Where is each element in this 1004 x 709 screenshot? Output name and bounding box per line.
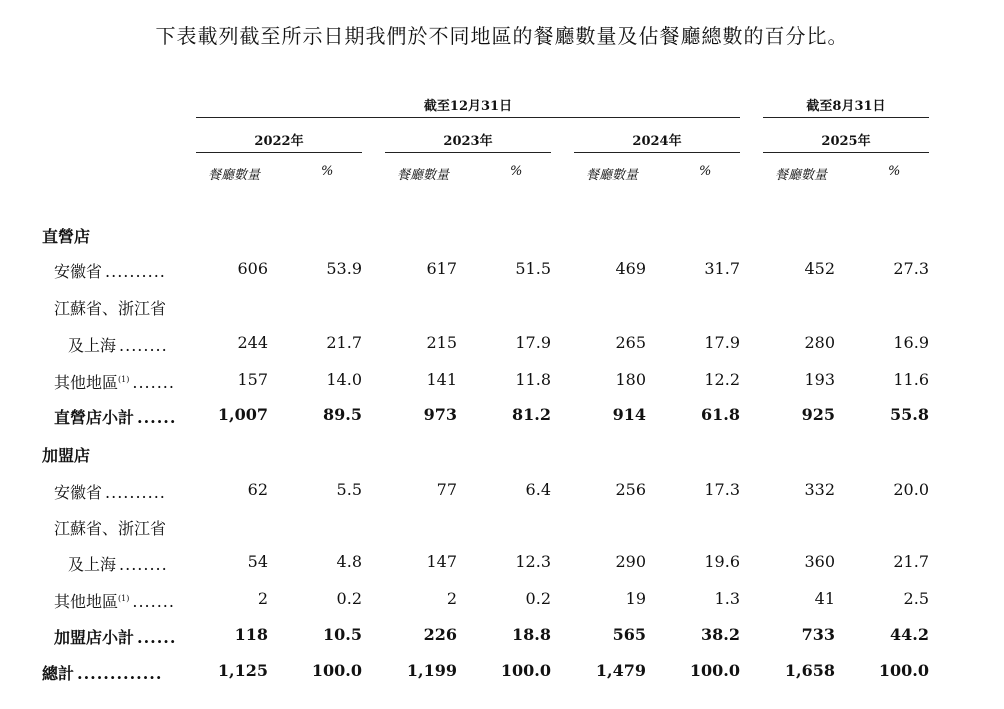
row-label — [68, 333, 168, 356]
group-rule-aug31 — [763, 117, 929, 118]
cell-percent: 31.7 — [704, 259, 740, 278]
subheader-count-2022: 餐廳數量 — [208, 168, 261, 183]
subheader-pct-2022: % — [321, 164, 334, 179]
cell-percent: 38.2 — [701, 625, 740, 644]
cell-percent: 10.5 — [323, 625, 362, 644]
subheader-pct-2023: % — [510, 164, 523, 179]
row-label-text: 其他地區 — [54, 373, 119, 392]
cell-count: 914 — [612, 405, 646, 424]
cell-count: 2 — [257, 589, 268, 608]
cell-count: 1,125 — [217, 661, 268, 680]
cell-percent: 2.5 — [903, 589, 929, 608]
cell-percent: 51.5 — [515, 259, 551, 278]
subheader-count-2024: 餐廳數量 — [586, 168, 639, 183]
cell-percent: 19.6 — [704, 552, 740, 571]
cell-percent: 100.0 — [878, 661, 929, 680]
cell-percent: 0.2 — [336, 589, 362, 608]
cell-count: 452 — [804, 259, 835, 278]
cell-count: 2 — [446, 589, 457, 608]
row-label-text: 加盟店小計 — [54, 628, 135, 647]
cell-count: 180 — [615, 370, 646, 389]
dot-leader: ...... — [137, 408, 177, 427]
dot-leader: ............. — [77, 664, 163, 683]
cell-count: 77 — [436, 480, 457, 499]
cell-count: 1,479 — [595, 661, 646, 680]
row-label — [54, 370, 175, 393]
cell-count: 617 — [426, 259, 457, 278]
cell-count: 925 — [801, 405, 835, 424]
cell-percent: 12.3 — [515, 552, 551, 571]
cell-percent: 1.3 — [714, 589, 740, 608]
cell-percent: 53.9 — [326, 259, 362, 278]
dot-leader: ...... — [137, 628, 177, 647]
cell-percent: 89.5 — [323, 405, 362, 424]
section-title-franchise: 加盟店 — [42, 446, 91, 465]
row-label-text: 江蘇省、浙江省 — [54, 299, 167, 318]
cell-count: 265 — [615, 333, 646, 352]
row-label-text: 直營店小計 — [54, 408, 135, 427]
subheader-pct-2024: % — [699, 164, 712, 179]
footnote-marker: (1) — [118, 594, 130, 603]
cell-count: 256 — [615, 480, 646, 499]
cell-count: 332 — [804, 480, 835, 499]
subheader-count-2023: 餐廳數量 — [397, 168, 450, 183]
year-rule-2022 — [196, 152, 362, 153]
year-rule-2025 — [763, 152, 929, 153]
row-label-text: 安徽省 — [54, 483, 103, 502]
cell-percent: 61.8 — [701, 405, 740, 424]
cell-count: 280 — [804, 333, 835, 352]
cell-count: 215 — [426, 333, 457, 352]
cell-percent: 5.5 — [336, 480, 362, 499]
cell-count: 141 — [426, 370, 457, 389]
row-label — [54, 296, 166, 319]
cell-percent: 100.0 — [689, 661, 740, 680]
cell-count: 290 — [615, 552, 646, 571]
cell-percent: 21.7 — [326, 333, 362, 352]
cell-count: 606 — [237, 259, 268, 278]
row-label-text: 及上海 — [68, 336, 117, 355]
cell-percent: 4.8 — [336, 552, 362, 571]
dot-leader: .......... — [105, 262, 166, 281]
group-header-aug31: 截至8月31日 — [806, 99, 886, 114]
cell-count: 54 — [247, 552, 268, 571]
cell-percent: 14.0 — [326, 370, 362, 389]
dot-leader: .......... — [105, 483, 166, 502]
year-header-2024: 2024年 — [632, 134, 682, 149]
row-label-text: 江蘇省、浙江省 — [54, 519, 167, 538]
cell-percent: 17.9 — [515, 333, 551, 352]
cell-percent: 0.2 — [525, 589, 551, 608]
row-label-text: 總計 — [42, 664, 75, 683]
row-label — [68, 552, 168, 575]
intro-text: 下表載列截至所示日期我們於不同地區的餐廳數量及佔餐廳總數的百分比。 — [155, 24, 849, 48]
cell-percent: 100.0 — [500, 661, 551, 680]
cell-percent: 18.8 — [512, 625, 551, 644]
cell-percent: 11.6 — [893, 370, 929, 389]
cell-percent: 44.2 — [890, 625, 929, 644]
row-label — [42, 661, 162, 684]
cell-percent: 11.8 — [515, 370, 551, 389]
row-label — [54, 405, 176, 428]
dot-leader: ....... — [132, 592, 175, 611]
year-header-2023: 2023年 — [443, 134, 493, 149]
row-label — [54, 516, 166, 539]
cell-count: 360 — [804, 552, 835, 571]
row-label — [54, 625, 176, 648]
cell-percent: 17.9 — [704, 333, 740, 352]
row-label — [54, 259, 166, 282]
cell-count: 147 — [426, 552, 457, 571]
section-title-direct: 直營店 — [42, 227, 91, 246]
cell-count: 973 — [423, 405, 457, 424]
cell-percent: 12.2 — [704, 370, 740, 389]
year-header-2025: 2025年 — [821, 134, 871, 149]
cell-count: 244 — [237, 333, 268, 352]
row-label — [54, 480, 166, 503]
cell-count: 62 — [247, 480, 268, 499]
row-label — [54, 589, 175, 612]
subheader-pct-2025: % — [888, 164, 901, 179]
cell-count: 565 — [612, 625, 646, 644]
dot-leader: ........ — [119, 555, 168, 574]
cell-percent: 16.9 — [893, 333, 929, 352]
year-header-2022: 2022年 — [254, 134, 304, 149]
dot-leader: ........ — [119, 336, 168, 355]
cell-count: 1,199 — [406, 661, 457, 680]
cell-percent: 55.8 — [890, 405, 929, 424]
cell-count: 1,007 — [217, 405, 268, 424]
cell-count: 226 — [423, 625, 457, 644]
cell-percent: 27.3 — [893, 259, 929, 278]
cell-count: 1,658 — [784, 661, 835, 680]
dot-leader: ....... — [132, 373, 175, 392]
year-rule-2023 — [385, 152, 551, 153]
row-label-text: 及上海 — [68, 555, 117, 574]
cell-count: 118 — [234, 625, 268, 644]
group-header-dec31: 截至12月31日 — [423, 99, 513, 114]
cell-count: 41 — [814, 589, 835, 608]
cell-percent: 21.7 — [893, 552, 929, 571]
row-label-text: 其他地區 — [54, 592, 119, 611]
cell-percent: 17.3 — [704, 480, 740, 499]
cell-count: 733 — [801, 625, 835, 644]
subheader-count-2025: 餐廳數量 — [775, 168, 828, 183]
footnote-marker: (1) — [118, 375, 130, 384]
cell-percent: 20.0 — [893, 480, 929, 499]
cell-percent: 100.0 — [311, 661, 362, 680]
year-rule-2024 — [574, 152, 740, 153]
cell-count: 19 — [625, 589, 646, 608]
cell-count: 157 — [237, 370, 268, 389]
cell-percent: 81.2 — [512, 405, 551, 424]
cell-count: 193 — [804, 370, 835, 389]
row-label-text: 安徽省 — [54, 262, 103, 281]
cell-percent: 6.4 — [525, 480, 551, 499]
group-rule-dec31 — [196, 117, 740, 118]
cell-count: 469 — [615, 259, 646, 278]
